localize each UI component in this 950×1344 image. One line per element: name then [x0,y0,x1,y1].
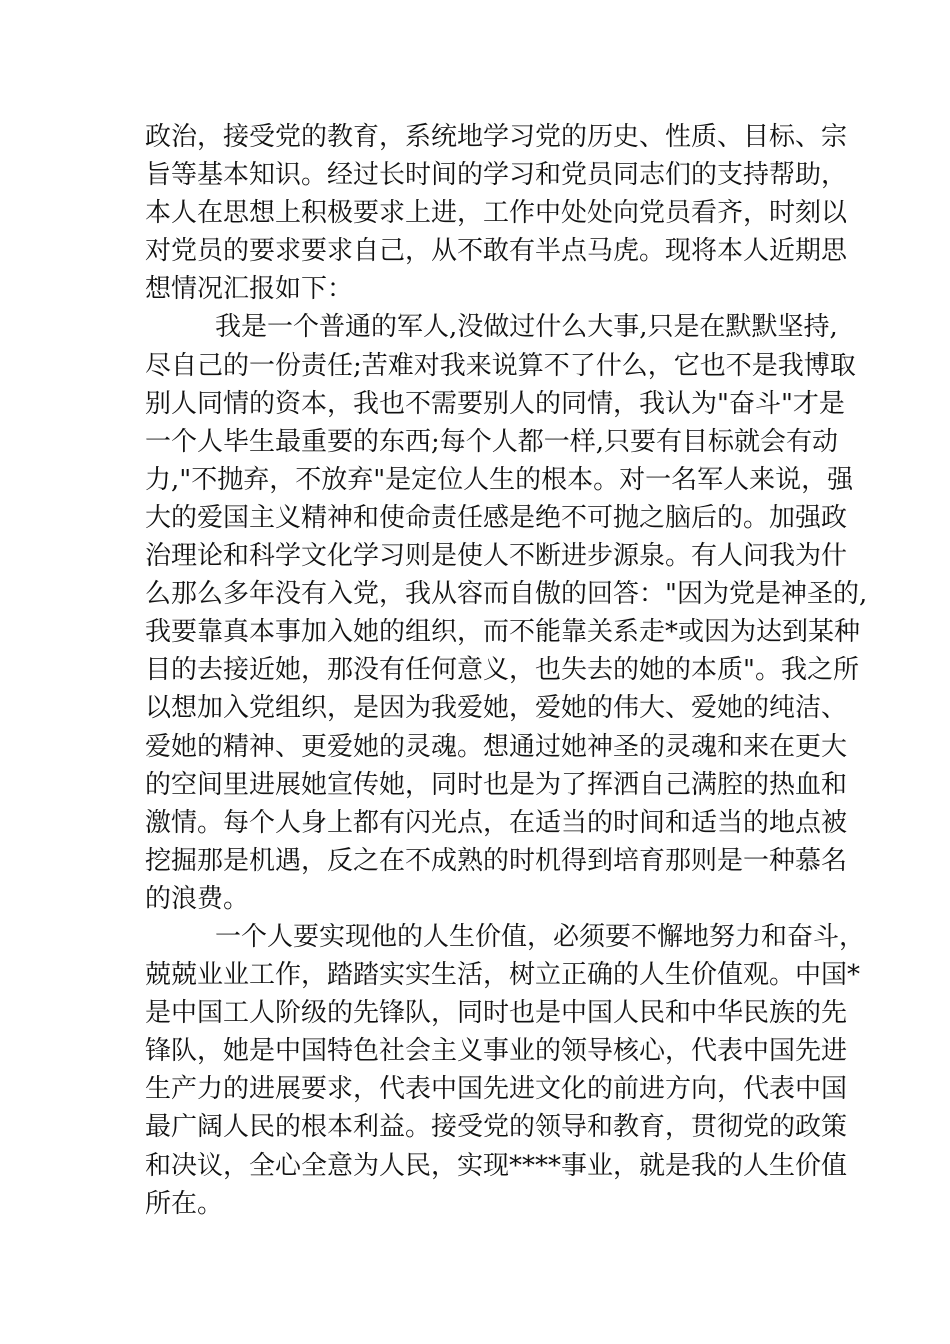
text-line: 的浪费。 [145,883,250,914]
text-line: 力,"不抛弃，不放弃"是定位人生的根本。对一名军人来说，强 [145,464,854,495]
text-line: 我要靠真本事加入她的组织，而不能靠关系走*或因为达到某种 [145,617,861,648]
text-line: 别人同情的资本，我也不需要别人的同情，我认为"奋斗"才是 [145,388,845,419]
text-line: 治理论和科学文化学习则是使人不断进步源泉。有人问我为什 [145,541,848,572]
text-line: 对党员的要求要求自己，从不敢有半点马虎。现将本人近期思 [145,236,848,267]
text-line: 是中国工人阶级的先锋队，同时也是中国人民和中华民族的先 [145,998,848,1029]
text-line: 生产力的进展要求，代表中国先进文化的前进方向，代表中国 [145,1074,848,1105]
text-line: 最广阔人民的根本利益。接受党的领导和教育，贯彻党的政策 [145,1112,848,1143]
text-line: 的空间里进展她宣传她，同时也是为了挥洒自己满腔的热血和 [145,769,848,800]
text-line: 么那么多年没有入党，我从容而自傲的回答："因为党是神圣的, [145,579,868,610]
text-line: 挖掘那是机遇，反之在不成熟的时机得到培育那则是一种慕名 [145,845,848,876]
text-line: 尽自己的一份责任;苦难对我来说算不了什么，它也不是我博取 [145,350,856,381]
paragraph-start-line: 我是一个普通的军人,没做过什么大事,只是在默默坚持, [215,312,838,343]
text-line: 政治，接受党的教育，系统地学习党的历史、性质、目标、宗 [145,122,848,152]
text-line: 一个人毕生最重要的东西;每个人都一样,只要有目标就会有动 [145,426,839,457]
text-line: 旨等基本知识。经过长时间的学习和党员同志们的支持帮助， [145,160,848,191]
text-line: 锋队，她是中国特色社会主义事业的领导核心，代表中国先进 [145,1036,848,1067]
text-line: 本人在思想上积极要求上进，工作中处处向党员看齐，时刻以 [145,198,848,229]
text-line: 大的爱国主义精神和使命责任感是绝不可抛之脑后的。加强政 [145,502,848,533]
text-line: 兢兢业业工作，踏踏实实生活，树立正确的人生价值观。中国* [145,960,861,991]
text-line: 以想加入党组织，是因为我爱她，爱她的伟大、爱她的纯洁、 [145,693,848,724]
text-line: 和决议，全心全意为人民，实现****事业，就是我的人生价值 [145,1150,848,1181]
text-line: 所在。 [145,1188,224,1219]
paragraph-start-line: 一个人要实现他的人生价值，必须要不懈地努力和奋斗， [215,921,866,952]
text-line: 想情况汇报如下： [145,274,354,305]
text-line: 爱她的精神、更爱她的灵魂。想通过她神圣的灵魂和来在更大 [145,731,848,762]
document-body [145,118,868,1223]
text-line: 激情。每个人身上都有闪光点，在适当的时间和适当的地点被 [145,807,848,838]
text-line: 目的去接近她，那没有任何意义，也失去的她的本质"。我之所 [145,655,859,686]
